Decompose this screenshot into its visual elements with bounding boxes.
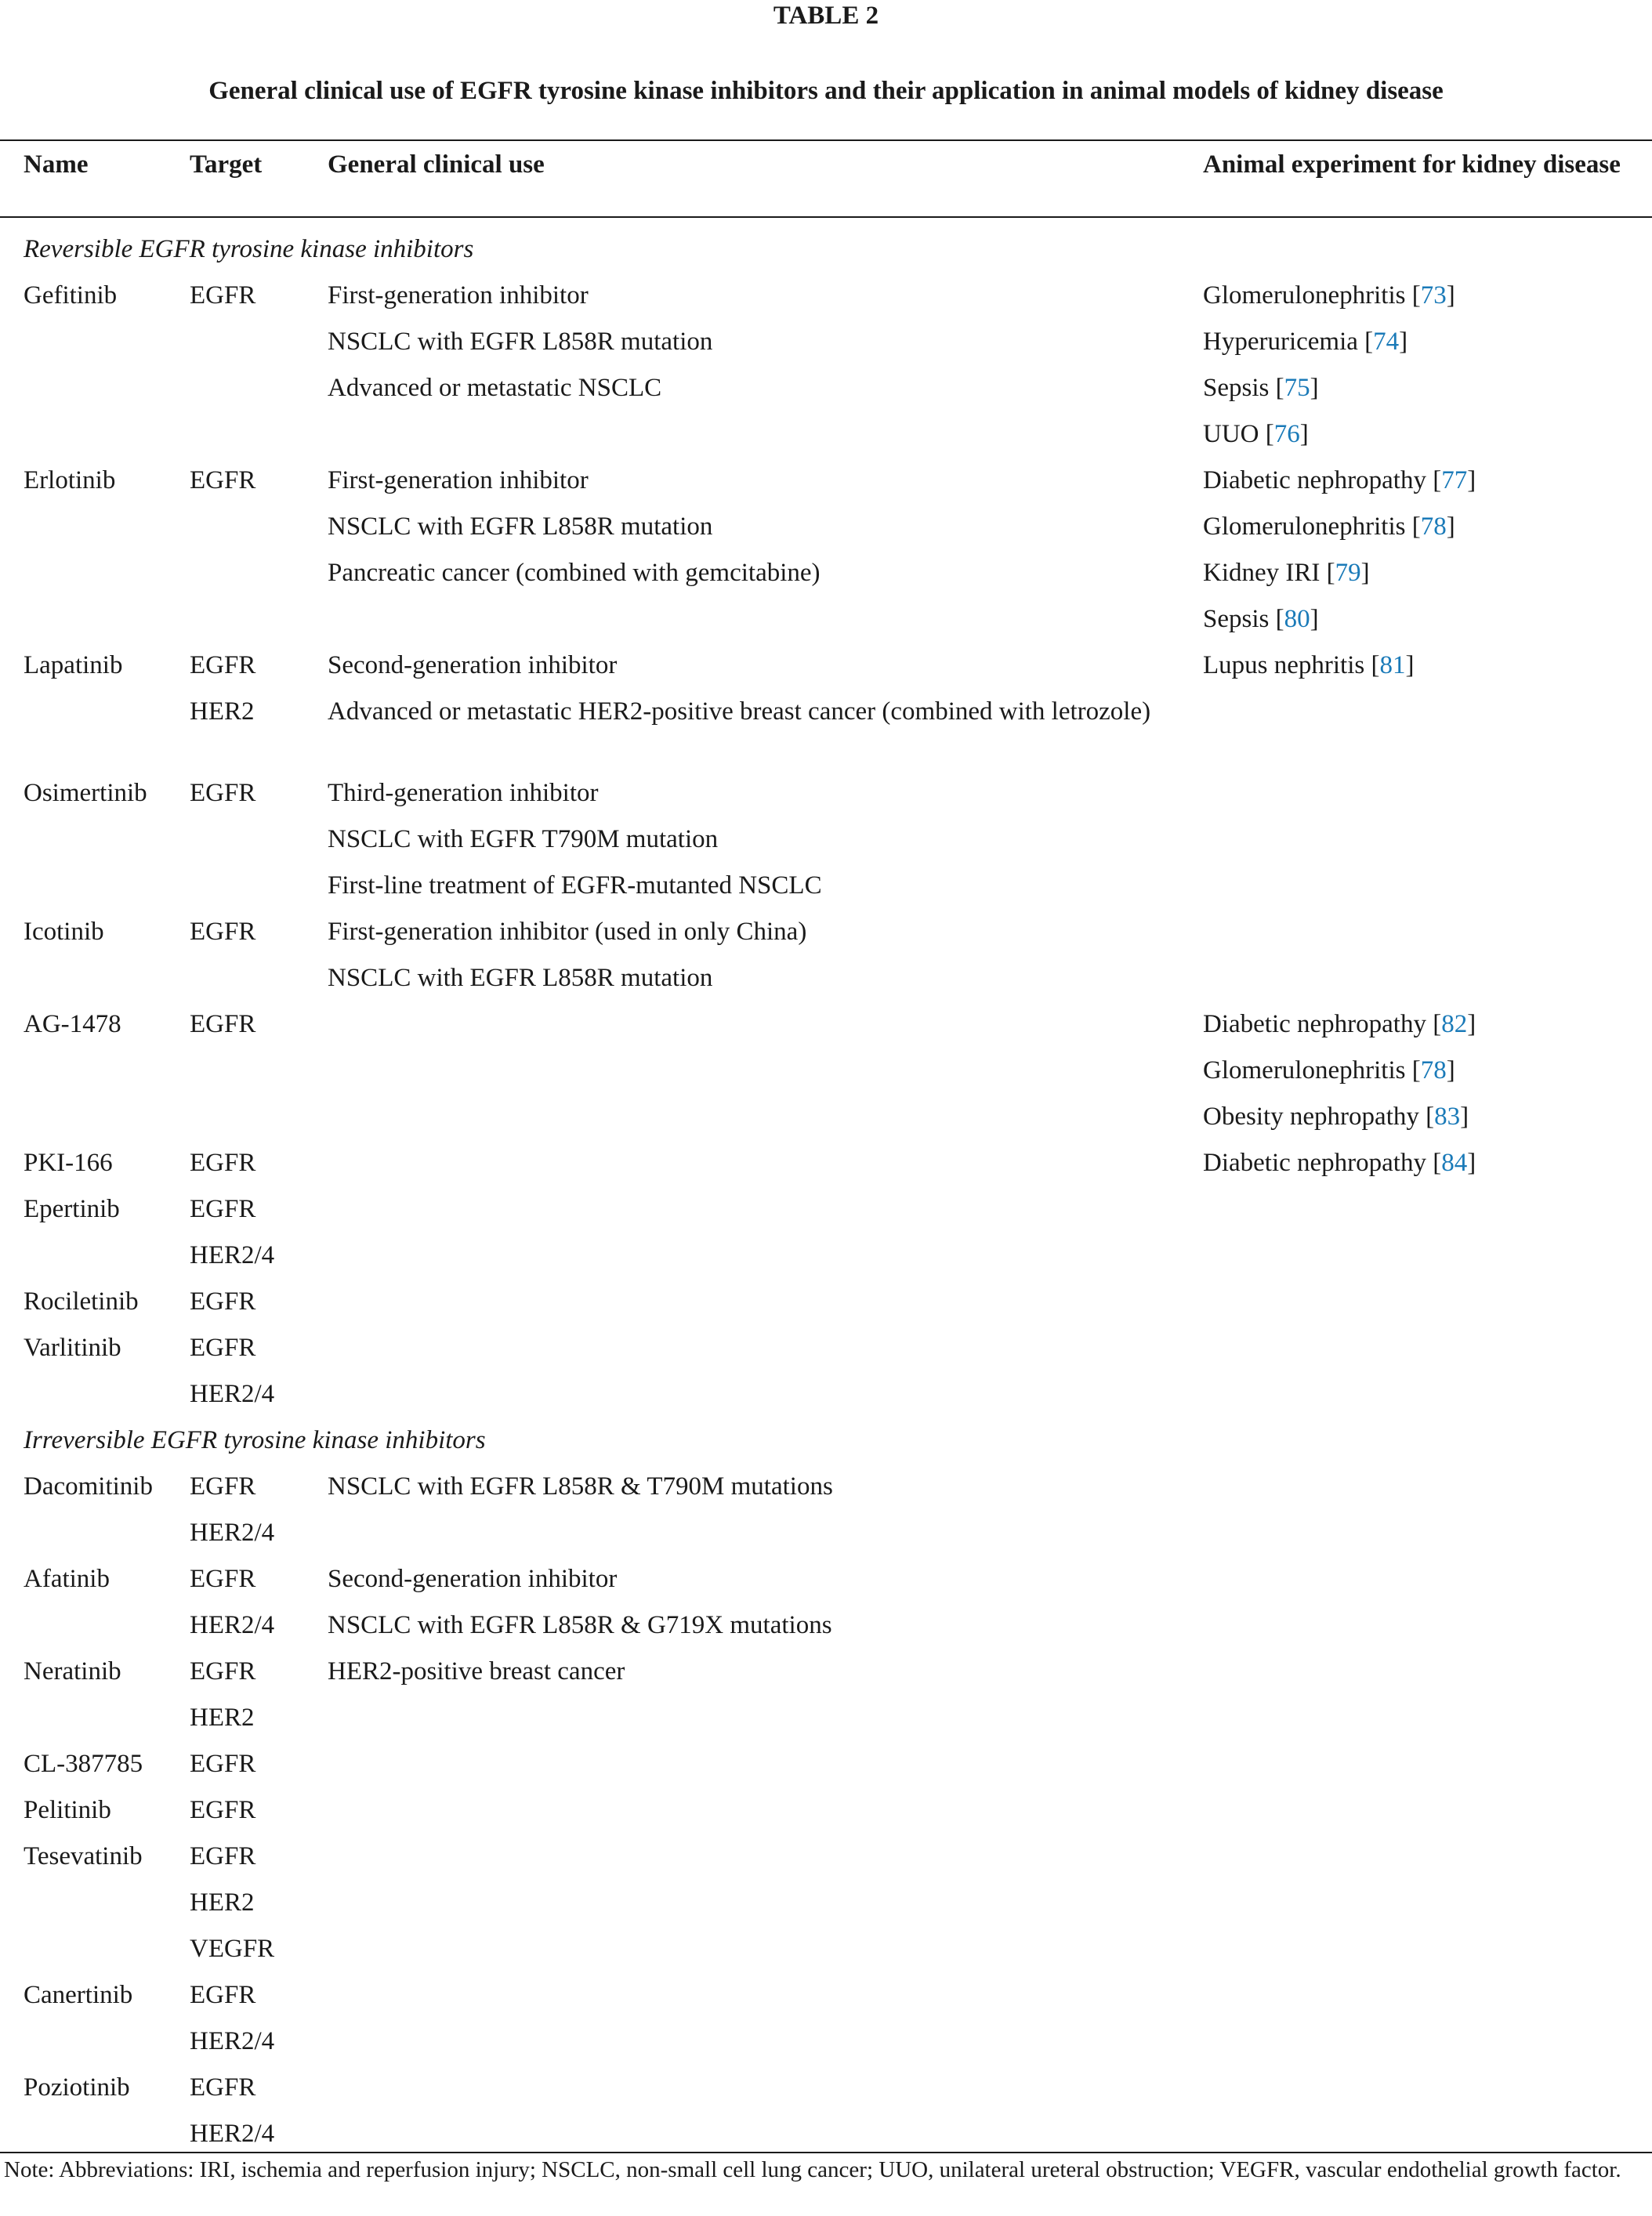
drug-name-cell: Lapatinib — [24, 651, 123, 679]
header-target: Target — [190, 150, 263, 179]
animal-experiment-cell — [1203, 1146, 1476, 1181]
clinical-use-cell: NSCLC with EGFR L858R mutation — [328, 964, 713, 992]
target-cell: HER2/4 — [190, 2120, 275, 2148]
animal-experiment-cell — [1203, 1007, 1476, 1042]
drug-name-cell: AG-1478 — [24, 1010, 121, 1038]
table-row — [0, 868, 1652, 914]
target-cell: EGFR — [190, 779, 256, 807]
drug-name-cell: Varlitinib — [24, 1334, 121, 1362]
table-row — [0, 417, 1652, 463]
table-row — [0, 1284, 1652, 1331]
header-general-clinical-use: General clinical use — [328, 150, 545, 179]
table-row — [0, 1793, 1652, 1839]
table-body — [0, 232, 1652, 2163]
table-label: TABLE 2 — [773, 2, 879, 30]
target-cell: EGFR — [190, 1195, 256, 1223]
reference-bracket: ] — [1399, 328, 1408, 356]
header-animal-experiment: Animal experiment for kidney disease — [1203, 150, 1621, 179]
table-row — [0, 1331, 1652, 1377]
animal-model-text: UUO [ — [1203, 420, 1274, 448]
table-row — [0, 776, 1652, 822]
drug-name-cell: Icotinib — [24, 918, 104, 946]
target-cell: EGFR — [190, 1287, 256, 1316]
drug-name-cell: Pelitinib — [24, 1796, 111, 1824]
table-row — [0, 2070, 1652, 2116]
table-row — [0, 1515, 1652, 1562]
reference-bracket: ] — [1446, 1056, 1455, 1084]
table-row — [0, 463, 1652, 509]
clinical-use-cell: NSCLC with EGFR L858R mutation — [328, 512, 713, 541]
reference-bracket: ] — [1467, 1010, 1476, 1038]
target-cell: EGFR — [190, 1149, 256, 1177]
clinical-use-cell: Advanced or metastatic HER2-positive breast cancer (combined with letrozole) — [328, 697, 1151, 726]
drug-name-cell: CL-387785 — [24, 1750, 143, 1778]
reference-bracket: ] — [1446, 512, 1455, 541]
reference-link[interactable]: 75 — [1284, 374, 1310, 402]
table-row — [0, 1608, 1652, 1654]
target-cell: HER2/4 — [190, 2027, 275, 2055]
animal-experiment-cell — [1203, 1099, 1469, 1135]
table-row — [0, 1654, 1652, 1700]
reference-link[interactable]: 79 — [1335, 559, 1361, 587]
target-cell: HER2/4 — [190, 1519, 275, 1547]
reference-link[interactable]: 74 — [1373, 328, 1400, 356]
table-row — [0, 2024, 1652, 2070]
section-title: Reversible EGFR tyrosine kinase inhibitors — [24, 235, 474, 263]
table-note: Note: Abbreviations: IRI, ischemia and reperfusion injury; NSCLC, non-small cell lung cancer; UUO, unilateral ureteral obstruction; VEGFR, vascular endothelial growth factor. — [4, 2157, 1621, 2182]
target-cell: HER2 — [190, 1704, 255, 1732]
drug-name-cell: Afatinib — [24, 1565, 110, 1593]
table-row — [0, 961, 1652, 1007]
drug-name-cell: Osimertinib — [24, 779, 147, 807]
drug-name-cell: Tesevatinib — [24, 1842, 143, 1870]
animal-model-text: Glomerulonephritis [ — [1203, 512, 1421, 541]
table-row — [0, 1007, 1652, 1053]
table-row — [0, 1192, 1652, 1238]
table-row — [0, 1700, 1652, 1747]
table-row — [0, 1885, 1652, 1932]
clinical-use-cell: Second-generation inhibitor — [328, 1565, 618, 1593]
table-row — [0, 1747, 1652, 1793]
reference-bracket: ] — [1310, 605, 1319, 633]
table-row — [0, 1053, 1652, 1099]
target-cell: EGFR — [190, 1981, 256, 2009]
reference-bracket: ] — [1467, 1149, 1476, 1177]
table-row — [0, 1978, 1652, 2024]
table-row — [0, 1377, 1652, 1423]
table-row — [0, 1839, 1652, 1885]
animal-experiment-cell — [1203, 1053, 1455, 1088]
reference-link[interactable]: 81 — [1379, 651, 1406, 679]
drug-name-cell: Dacomitinib — [24, 1472, 153, 1501]
animal-experiment-cell — [1203, 463, 1476, 498]
animal-model-text: Diabetic nephropathy [ — [1203, 466, 1442, 494]
clinical-use-cell: Advanced or metastatic NSCLC — [328, 374, 662, 402]
table-row — [0, 371, 1652, 417]
reference-bracket: ] — [1446, 281, 1455, 310]
reference-link[interactable]: 82 — [1441, 1010, 1468, 1038]
animal-model-text: Sepsis [ — [1203, 605, 1284, 633]
target-cell: EGFR — [190, 281, 256, 310]
animal-experiment-cell — [1203, 648, 1414, 683]
clinical-use-cell: First-line treatment of EGFR-mutanted NSCLC — [328, 871, 822, 900]
reference-link[interactable]: 84 — [1441, 1149, 1468, 1177]
target-cell: EGFR — [190, 918, 256, 946]
table-row — [0, 648, 1652, 694]
reference-bracket: ] — [1405, 651, 1415, 679]
target-cell: EGFR — [190, 651, 256, 679]
animal-experiment-cell — [1203, 556, 1370, 591]
animal-model-text: Kidney IRI [ — [1203, 559, 1335, 587]
animal-model-text: Diabetic nephropathy [ — [1203, 1010, 1442, 1038]
table-row — [0, 694, 1652, 776]
table-row — [0, 1146, 1652, 1192]
drug-name-cell: Neratinib — [24, 1657, 121, 1686]
clinical-use-cell: HER2-positive breast cancer — [328, 1657, 625, 1686]
target-cell: HER2 — [190, 1888, 255, 1917]
table-row — [0, 324, 1652, 371]
drug-name-cell: PKI-166 — [24, 1149, 113, 1177]
animal-experiment-cell — [1203, 278, 1455, 313]
clinical-use-cell: NSCLC with EGFR L858R mutation — [328, 328, 713, 356]
drug-name-cell: Poziotinib — [24, 2073, 130, 2102]
table-row — [0, 1932, 1652, 1978]
table-row — [0, 914, 1652, 961]
table-row — [0, 1469, 1652, 1515]
table-row — [0, 509, 1652, 556]
reference-link[interactable]: 73 — [1420, 281, 1447, 310]
clinical-use-cell: Pancreatic cancer (combined with gemcitabine) — [328, 559, 821, 587]
reference-link[interactable]: 78 — [1420, 1056, 1447, 1084]
header-name: Name — [24, 150, 89, 179]
target-cell: VEGFR — [190, 1935, 275, 1963]
reference-link[interactable]: 83 — [1434, 1103, 1461, 1131]
table-row — [0, 1099, 1652, 1146]
target-cell: EGFR — [190, 1796, 256, 1824]
reference-bracket: ] — [1299, 420, 1309, 448]
table-row — [0, 602, 1652, 648]
animal-model-text: Hyperuricemia [ — [1203, 328, 1374, 356]
clinical-use-cell: NSCLC with EGFR L858R & G719X mutations — [328, 1611, 832, 1639]
animal-model-text: Obesity nephropathy [ — [1203, 1103, 1435, 1131]
animal-model-text: Sepsis [ — [1203, 374, 1284, 402]
clinical-use-cell: NSCLC with EGFR T790M mutation — [328, 825, 719, 853]
section-title: Irreversible EGFR tyrosine kinase inhibitors — [24, 1426, 486, 1454]
animal-experiment-cell — [1203, 602, 1319, 637]
reference-bracket: ] — [1467, 466, 1476, 494]
clinical-use-cell: First-generation inhibitor — [328, 466, 589, 494]
table-row — [0, 822, 1652, 868]
clinical-use-cell: Third-generation inhibitor — [328, 779, 599, 807]
table-row — [0, 1238, 1652, 1284]
reference-link[interactable]: 78 — [1420, 512, 1447, 541]
target-cell: EGFR — [190, 1010, 256, 1038]
animal-model-text: Glomerulonephritis [ — [1203, 1056, 1421, 1084]
bottom-rule — [0, 2152, 1652, 2153]
animal-experiment-cell — [1203, 324, 1407, 360]
drug-name-cell: Rociletinib — [24, 1287, 139, 1316]
reference-link[interactable]: 77 — [1441, 466, 1468, 494]
animal-model-text: Glomerulonephritis [ — [1203, 281, 1421, 310]
target-cell: EGFR — [190, 2073, 256, 2102]
drug-name-cell: Gefitinib — [24, 281, 118, 310]
clinical-use-cell: First-generation inhibitor — [328, 281, 589, 310]
table-row — [0, 1562, 1652, 1608]
drug-name-cell: Erlotinib — [24, 466, 116, 494]
clinical-use-cell: NSCLC with EGFR L858R & T790M mutations — [328, 1472, 833, 1501]
target-cell: EGFR — [190, 1472, 256, 1501]
animal-experiment-cell — [1203, 417, 1309, 452]
drug-name-cell: Canertinib — [24, 1981, 133, 2009]
target-cell: EGFR — [190, 1565, 256, 1593]
section-row — [0, 1423, 1652, 1469]
table-row — [0, 278, 1652, 324]
target-cell: EGFR — [190, 466, 256, 494]
target-cell: HER2 — [190, 697, 255, 726]
target-cell: HER2/4 — [190, 1380, 275, 1408]
target-cell: HER2/4 — [190, 1241, 275, 1269]
target-cell: EGFR — [190, 1657, 256, 1686]
animal-model-text: Diabetic nephropathy [ — [1203, 1149, 1442, 1177]
reference-bracket: ] — [1310, 374, 1319, 402]
animal-model-text: Lupus nephritis [ — [1203, 651, 1380, 679]
table-row — [0, 556, 1652, 602]
reference-bracket: ] — [1360, 559, 1370, 587]
clinical-use-cell: Second-generation inhibitor — [328, 651, 618, 679]
target-cell: EGFR — [190, 1842, 256, 1870]
reference-bracket: ] — [1460, 1103, 1469, 1131]
animal-experiment-cell — [1203, 371, 1319, 406]
reference-link[interactable]: 76 — [1273, 420, 1300, 448]
target-cell: HER2/4 — [190, 1611, 275, 1639]
table-header-row — [0, 141, 1652, 216]
header-rule — [0, 216, 1652, 218]
reference-link[interactable]: 80 — [1284, 605, 1310, 633]
target-cell: EGFR — [190, 1750, 256, 1778]
target-cell: EGFR — [190, 1334, 256, 1362]
section-row — [0, 232, 1652, 278]
animal-experiment-cell — [1203, 509, 1455, 545]
drug-name-cell: Epertinib — [24, 1195, 120, 1223]
clinical-use-cell: First-generation inhibitor (used in only China) — [328, 918, 807, 946]
table-caption: General clinical use of EGFR tyrosine kinase inhibitors and their application in animal models of kidney disease — [208, 77, 1444, 105]
